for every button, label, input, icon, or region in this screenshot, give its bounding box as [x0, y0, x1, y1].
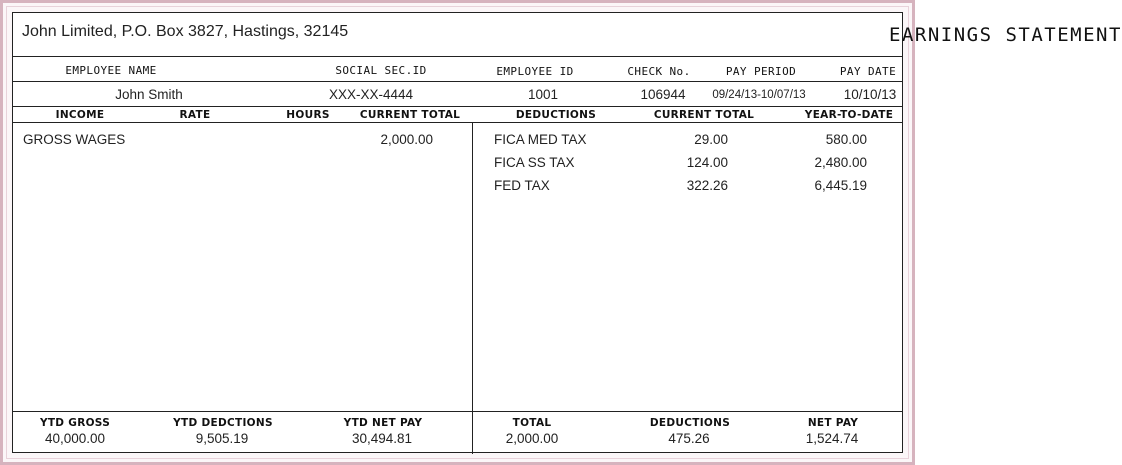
pay-date-header: PAY DATE [839, 65, 897, 78]
deduction-current-total: 322.26 [686, 178, 728, 193]
deductions-header: DEDUCTIONS [515, 109, 597, 121]
year-to-date-header: YEAR-TO-DATE [804, 109, 894, 121]
rate-header: RATE [179, 109, 211, 121]
deduction-ytd: 6,445.19 [814, 178, 867, 193]
section-divider [472, 122, 473, 454]
deduction-ytd: 580.00 [825, 132, 867, 147]
deduction-current-total-header: CURRENT TOTAL [653, 109, 755, 121]
deduction-current-total: 124.00 [686, 155, 728, 170]
deduction-label: FICA MED TAX [494, 132, 587, 147]
income-header: INCOME [55, 109, 105, 121]
deduction-ytd: 2,480.00 [814, 155, 867, 170]
total-value: 2,000.00 [505, 431, 559, 446]
employee-id-value: 1001 [527, 87, 559, 102]
divider [13, 81, 902, 82]
deductions-total-label: DEDUCTIONS [649, 417, 731, 429]
ytd-deductions-value: 9,505.19 [195, 431, 249, 446]
total-label: TOTAL [512, 417, 552, 429]
employee-name: John Smith [115, 87, 183, 102]
net-pay-value: 1,524.74 [805, 431, 859, 446]
deduction-label: FED TAX [494, 178, 550, 193]
income-label: GROSS WAGES [23, 132, 126, 147]
divider [13, 56, 902, 57]
ytd-gross-value: 40,000.00 [44, 431, 106, 446]
pay-date-value: 10/10/13 [843, 87, 897, 102]
net-pay-label: NET PAY [807, 417, 859, 429]
deduction-label: FICA SS TAX [494, 155, 575, 170]
deductions-total-value: 475.26 [668, 431, 710, 446]
deduction-current-total: 29.00 [694, 132, 728, 147]
earnings-statement [12, 12, 1122, 453]
ssn-header: SOCIAL SEC.ID [335, 64, 427, 77]
check-no-value: 106944 [640, 87, 686, 102]
employee-name-header: EMPLOYEE NAME [65, 64, 157, 77]
pay-period-value: 09/24/13-10/07/13 [712, 89, 806, 101]
income-current-total: 2,000.00 [380, 132, 433, 147]
company-address: John Limited, P.O. Box 3827, Hastings, 32145 [22, 23, 349, 40]
divider [13, 122, 902, 123]
check-no-header: CHECK No. [627, 65, 691, 78]
ytd-net-pay-label: YTD NET PAY [343, 417, 423, 429]
ssn-value: XXX-XX-4444 [328, 87, 414, 102]
statement-title: EARNINGS STATEMENT [889, 24, 1122, 46]
divider [13, 106, 902, 107]
ytd-gross-label: YTD GROSS [39, 417, 111, 429]
employee-id-header: EMPLOYEE ID [496, 65, 574, 78]
ytd-deductions-label: YTD DEDCTIONS [173, 417, 273, 429]
ytd-net-pay-value: 30,494.81 [351, 431, 413, 446]
hours-header: HOURS [286, 109, 330, 121]
income-current-total-header: CURRENT TOTAL [359, 109, 461, 121]
divider [13, 411, 902, 412]
pay-period-header: PAY PERIOD [725, 65, 797, 78]
